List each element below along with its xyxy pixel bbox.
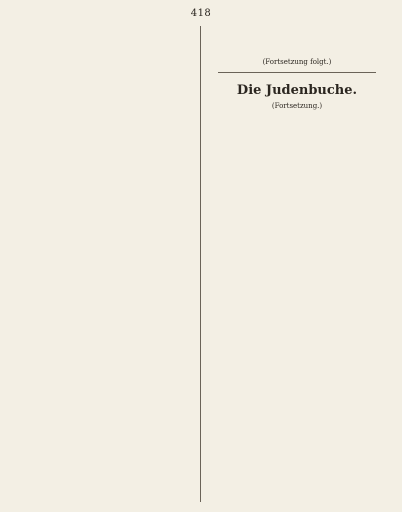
left-paragraph-1 bbox=[16, 26, 194, 36]
page-number: 418 bbox=[190, 8, 212, 19]
left-paragraph-2 bbox=[16, 42, 194, 52]
left-column bbox=[16, 26, 194, 502]
right-paragraph-1 bbox=[208, 26, 386, 36]
columns bbox=[16, 26, 386, 502]
story-subtitle: (Fortsetzung.) bbox=[271, 102, 323, 110]
right-column bbox=[208, 26, 386, 502]
continued-note: (Fortsetzung folgt.) bbox=[262, 58, 332, 66]
section-divider bbox=[218, 72, 376, 73]
story-title: Die Judenbuche. bbox=[236, 83, 358, 98]
story-paragraph-1 bbox=[208, 116, 386, 126]
right-paragraph-2 bbox=[208, 42, 386, 52]
